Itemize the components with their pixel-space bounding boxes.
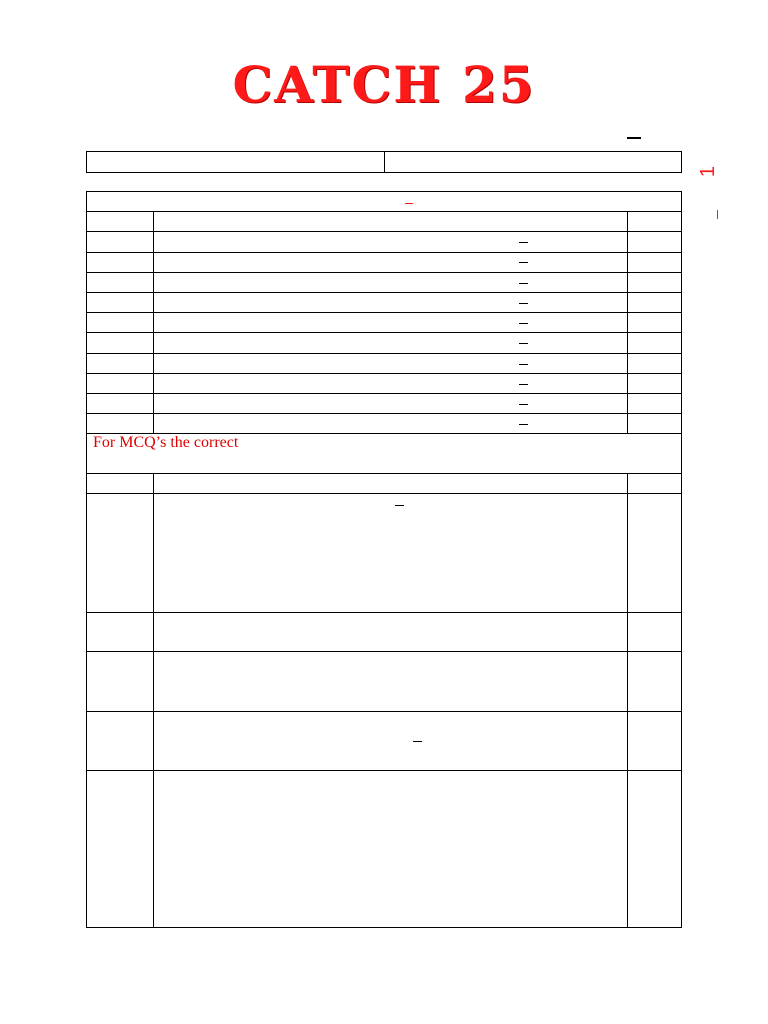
row-line [86, 292, 682, 293]
row-dash [519, 343, 528, 344]
row-line [86, 612, 682, 613]
section-header-dash [405, 203, 413, 204]
column-line [627, 473, 628, 928]
row-line [86, 373, 682, 374]
main-table [86, 191, 682, 928]
row-line [86, 770, 682, 771]
row-line [86, 393, 682, 394]
header-dash [627, 137, 641, 139]
row-line [86, 272, 682, 273]
side-dash [717, 210, 718, 219]
row-dash [519, 303, 528, 304]
row-dash [395, 505, 404, 506]
row-dash [519, 262, 528, 263]
row-line [86, 332, 682, 333]
row-dash [519, 384, 528, 385]
row-dash [519, 323, 528, 324]
column-line [627, 211, 628, 433]
row-line [86, 711, 682, 712]
info-box-divider [384, 151, 385, 173]
row-dash [519, 424, 528, 425]
row-dash [519, 283, 528, 284]
row-line [86, 651, 682, 652]
row-dash [413, 741, 422, 742]
row-dash [519, 242, 528, 243]
row-dash [519, 404, 528, 405]
row-line [86, 413, 682, 414]
row-line [86, 312, 682, 313]
row-dash [519, 364, 528, 365]
row-line [86, 353, 682, 354]
row-line [86, 473, 682, 474]
side-page-number: 1 [697, 165, 720, 178]
page-title: CATCH 25 [232, 55, 536, 114]
row-line [86, 252, 682, 253]
column-line [153, 473, 154, 928]
row-line [86, 231, 682, 232]
mcq-note: For MCQ’s the correct [93, 434, 239, 451]
row-line [86, 493, 682, 494]
row-line [86, 211, 682, 212]
column-line [153, 211, 154, 433]
